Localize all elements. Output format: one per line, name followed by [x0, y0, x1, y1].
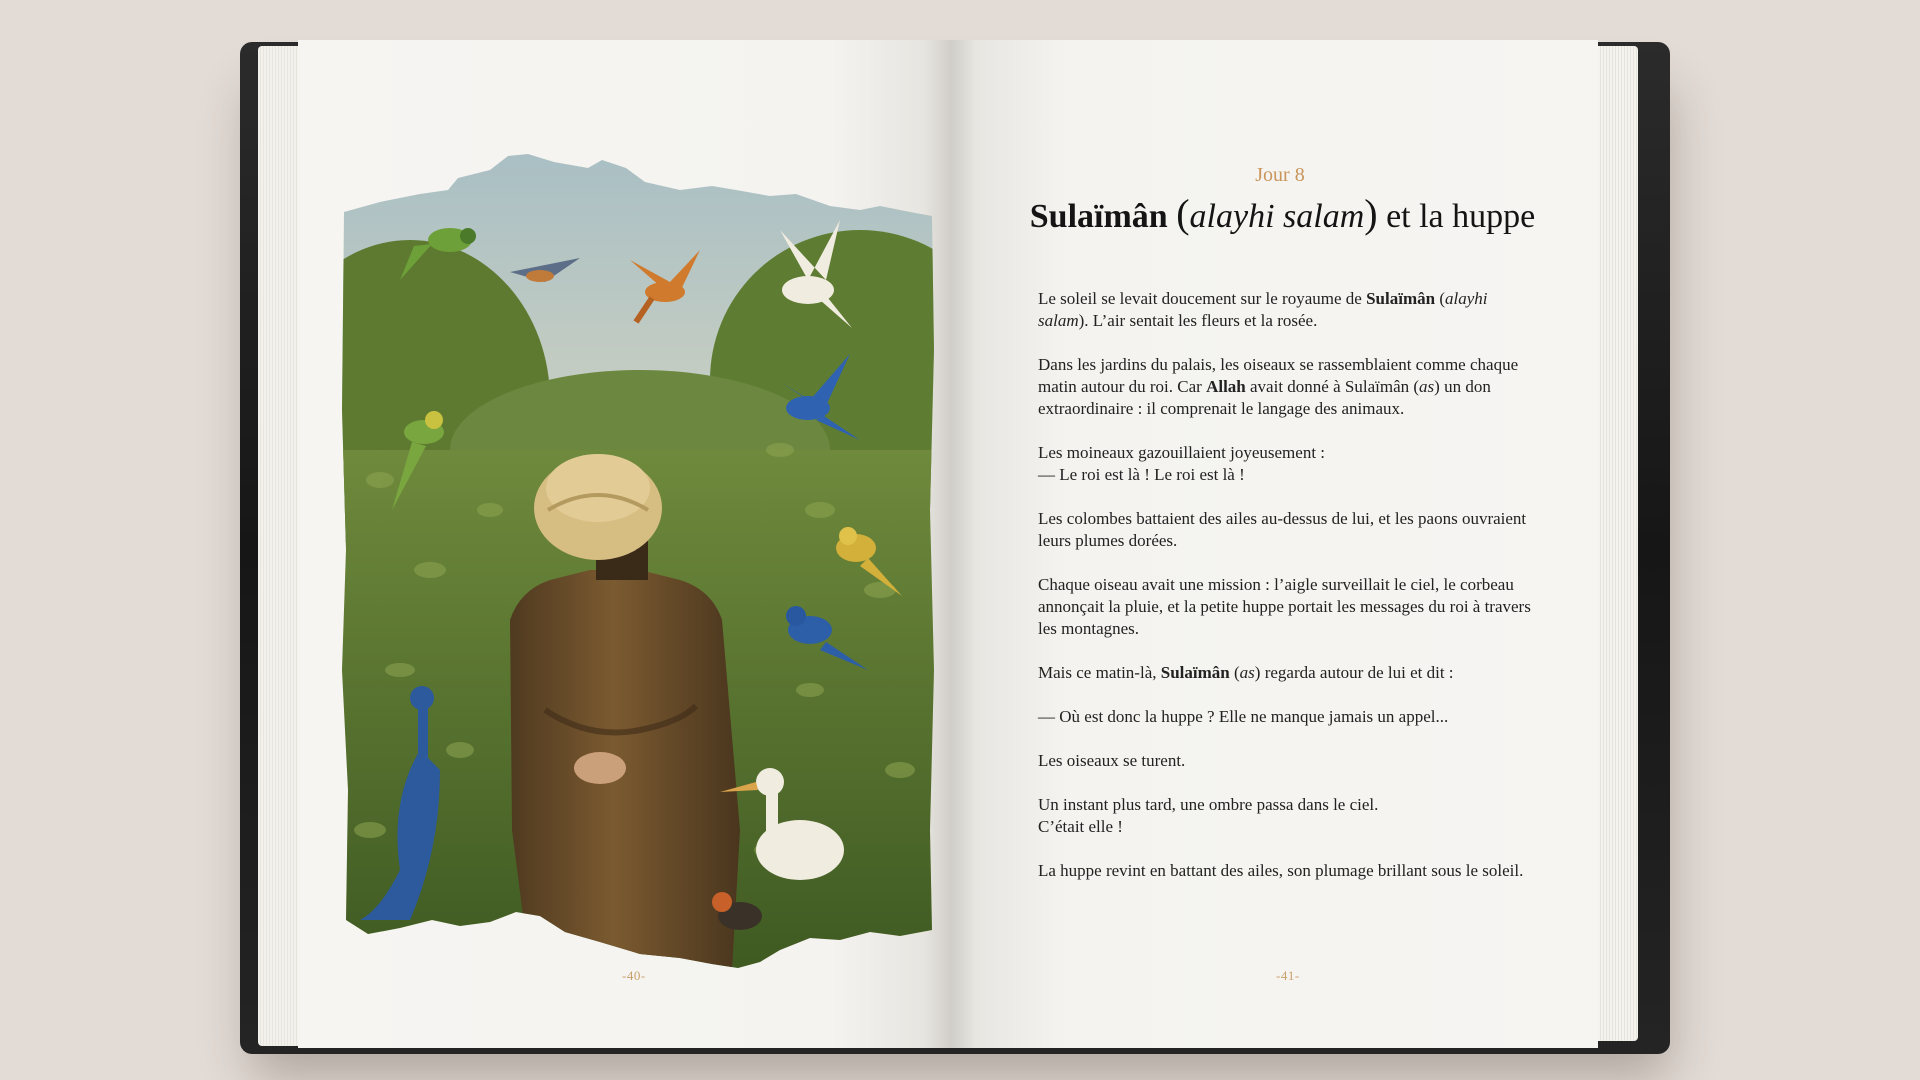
story-paragraph: [1038, 794, 1538, 838]
story-paragraph: [1038, 662, 1538, 684]
story-run: (: [1435, 289, 1445, 308]
title-honorific: alayhi salam: [1189, 198, 1365, 235]
day-label: Jour 8: [1255, 164, 1305, 186]
story-run: La huppe revint en battant des ailes, son plumage brillant sous le soleil.: [1038, 861, 1524, 880]
story-run: ) un don extraordinaire : il comprenait le langage des animaux.: [1038, 377, 1491, 418]
story-paragraph: [1038, 860, 1538, 882]
page-stack-right: [1592, 46, 1638, 1041]
story-run: — Le roi est là ! Le roi est là !: [1038, 465, 1245, 484]
story-run: Dans les jardins du palais, les oiseaux se rassemblaient comme chaque matin autour du roi. Car: [1038, 355, 1519, 396]
story-paragraph: [1038, 706, 1538, 728]
story-paragraph: [1038, 574, 1538, 640]
title-open-paren: (: [1176, 191, 1190, 236]
story-text: [1038, 288, 1538, 904]
illustration-man-with-birds: [340, 150, 936, 970]
story-paragraph: [1038, 288, 1538, 332]
story-run: ) regarda autour de lui et dit :: [1254, 663, 1454, 682]
story-run: — Où est donc la huppe ? Elle ne manque jamais un appel...: [1038, 707, 1449, 726]
page-stack-left: [258, 46, 302, 1046]
story-run: as: [1419, 377, 1435, 396]
story-paragraph: [1038, 354, 1538, 420]
title-close-paren: ): [1364, 191, 1378, 236]
story-run: as: [1239, 663, 1255, 682]
page-number-right: -41-: [1276, 968, 1300, 983]
page-number-left: -40-: [622, 968, 646, 983]
title-rest: et la huppe: [1386, 198, 1536, 235]
story-run: (: [1229, 663, 1240, 682]
story-paragraph: [1038, 508, 1538, 552]
story-run: Les oiseaux se turent.: [1038, 751, 1186, 770]
story-run: Chaque oiseau avait une mission : l’aigle surveillait le ciel, le corbeau annonçait la pluie, et la petite huppe portait les messages du roi à travers les montagnes.: [1038, 575, 1531, 638]
story-run: ). L’air sentait les fleurs et la rosée.: [1078, 311, 1318, 330]
story-run: Un instant plus tard, une ombre passa dans le ciel.: [1038, 795, 1379, 814]
story-run: Allah: [1206, 377, 1246, 396]
story-run: Le soleil se levait doucement sur le royaume de: [1038, 289, 1367, 308]
chapter-title: [1000, 190, 1565, 237]
story-run: avait donné à Sulaïmân (: [1245, 377, 1420, 396]
story-run: Sulaïmân: [1366, 289, 1436, 308]
story-run: Mais ce matin-là,: [1038, 663, 1161, 682]
title-name: Sulaïmân: [1029, 198, 1168, 235]
story-run: Les moineaux gazouillaient joyeusement :: [1038, 443, 1326, 462]
story-paragraph: [1038, 750, 1538, 772]
story-run: Les colombes battaient des ailes au-dessus de lui, et les paons ouvraient leurs plumes dorées.: [1038, 509, 1527, 550]
story-paragraph: [1038, 442, 1538, 486]
story-run: alayhi salam: [1038, 289, 1488, 330]
story-run: Sulaïmân: [1160, 663, 1230, 682]
story-run: C’était elle !: [1038, 817, 1123, 836]
